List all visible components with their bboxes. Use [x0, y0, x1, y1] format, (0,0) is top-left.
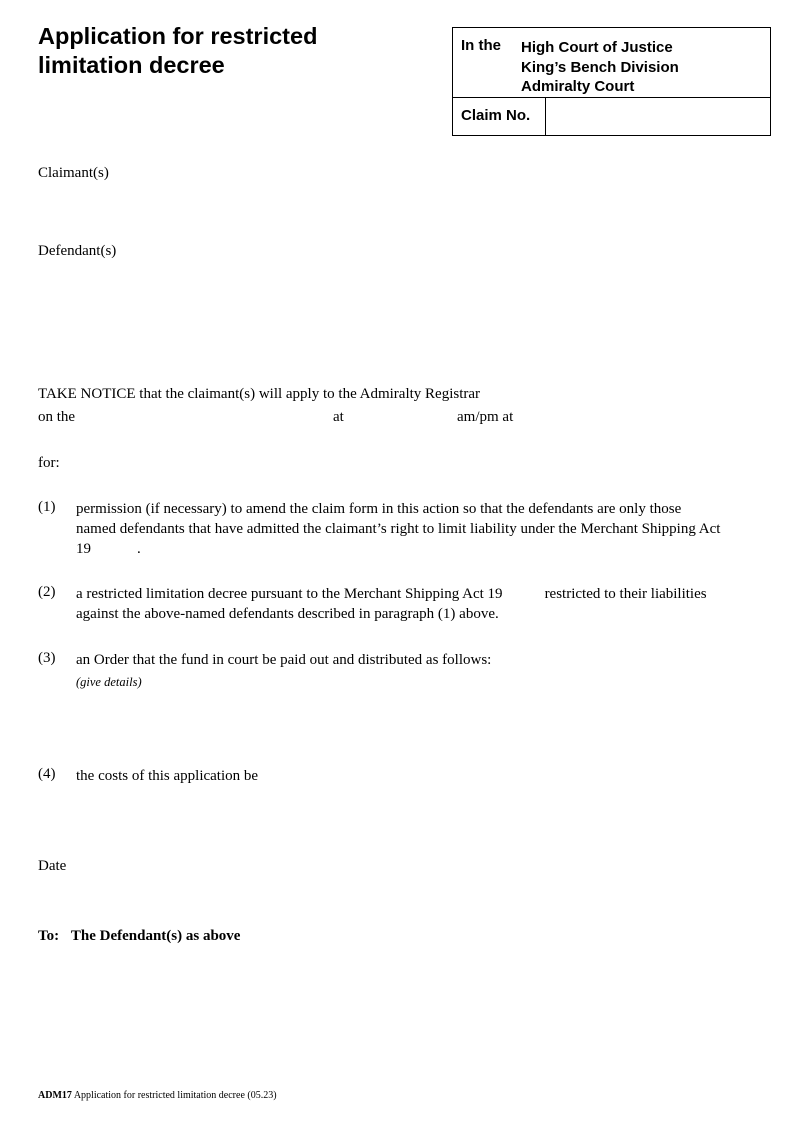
court-details-box — [452, 27, 771, 136]
item-2-year-field[interactable] — [503, 585, 545, 603]
court-line-1: High Court of Justice — [521, 39, 673, 56]
for-label: for: — [38, 455, 60, 471]
date-field[interactable] — [80, 859, 384, 879]
item-3-line-1: an Order that the fund in court be paid out and distributed as follows: — [76, 652, 492, 668]
notice-at: at — [333, 409, 344, 425]
item-1-line-3 — [76, 539, 776, 559]
item-3-hint: (give details) — [76, 675, 142, 689]
item-2-line-1 — [76, 584, 776, 604]
item-1-text — [76, 499, 776, 559]
item-2-line-2: against the above-named defendants described in paragraph (1) above. — [76, 606, 499, 622]
item-1-number: (1) — [38, 499, 56, 515]
hearing-time-field[interactable] — [355, 408, 454, 428]
claimants-field[interactable] — [140, 165, 764, 185]
item-3-text — [76, 650, 776, 692]
title-line-1: Application for restricted — [38, 23, 318, 49]
date-label: Date — [38, 858, 67, 874]
notice-ampm-at: am/pm at — [457, 409, 514, 425]
hearing-date-field[interactable] — [88, 408, 327, 428]
notice-on-the: on the — [38, 409, 76, 425]
item-4-number: (4) — [38, 766, 56, 782]
item-1-line-2: named defendants that have admitted the claimant’s right to limit liability under the Merchant Shipping Act — [76, 521, 721, 537]
title-line-2: limitation decree — [38, 52, 225, 78]
costs-field[interactable] — [280, 767, 764, 787]
form-footer-text: Application for restricted limitation decree (05.23) — [71, 1090, 277, 1101]
item-1-line-1: permission (if necessary) to amend the claim form in this action so that the defendants are only those — [76, 501, 682, 517]
item-1-year-prefix: 19 — [76, 541, 91, 557]
claimants-label: Claimant(s) — [38, 165, 109, 181]
in-the-label: In the — [461, 37, 501, 54]
item-4-line-1: the costs of this application be — [76, 768, 259, 784]
court-name-section — [453, 28, 770, 98]
item-1-year-field[interactable] — [91, 540, 137, 558]
distribution-details-field[interactable] — [76, 695, 770, 759]
item-3-number: (3) — [38, 650, 56, 666]
item-2-text — [76, 584, 776, 624]
to-label: To: — [38, 928, 60, 944]
defendants-field[interactable] — [140, 243, 764, 263]
recipient — [38, 928, 240, 945]
item-1-period: . — [137, 541, 141, 557]
claim-no-field[interactable] — [547, 99, 771, 135]
notice-line-1: TAKE NOTICE that the claimant(s) will apply to the Admiralty Registrar — [38, 386, 481, 402]
claim-no-divider — [545, 97, 546, 136]
court-line-3: Admiralty Court — [521, 78, 635, 95]
form-footer — [38, 1090, 277, 1101]
defendants-label: Defendant(s) — [38, 243, 117, 259]
to-value: The Defendant(s) as above — [70, 928, 241, 944]
court-name — [521, 38, 679, 97]
form-code: ADM17 — [38, 1090, 72, 1101]
item-2-number: (2) — [38, 584, 56, 600]
claim-no-label: Claim No. — [461, 107, 531, 124]
item-2-line-1b: restricted to their liabilities — [544, 586, 707, 602]
page-title — [38, 22, 317, 80]
item-2-line-1a: a restricted limitation decree pursuant to the Merchant Shipping Act 19 — [76, 586, 503, 602]
court-line-2: King’s Bench Division — [521, 58, 679, 76]
